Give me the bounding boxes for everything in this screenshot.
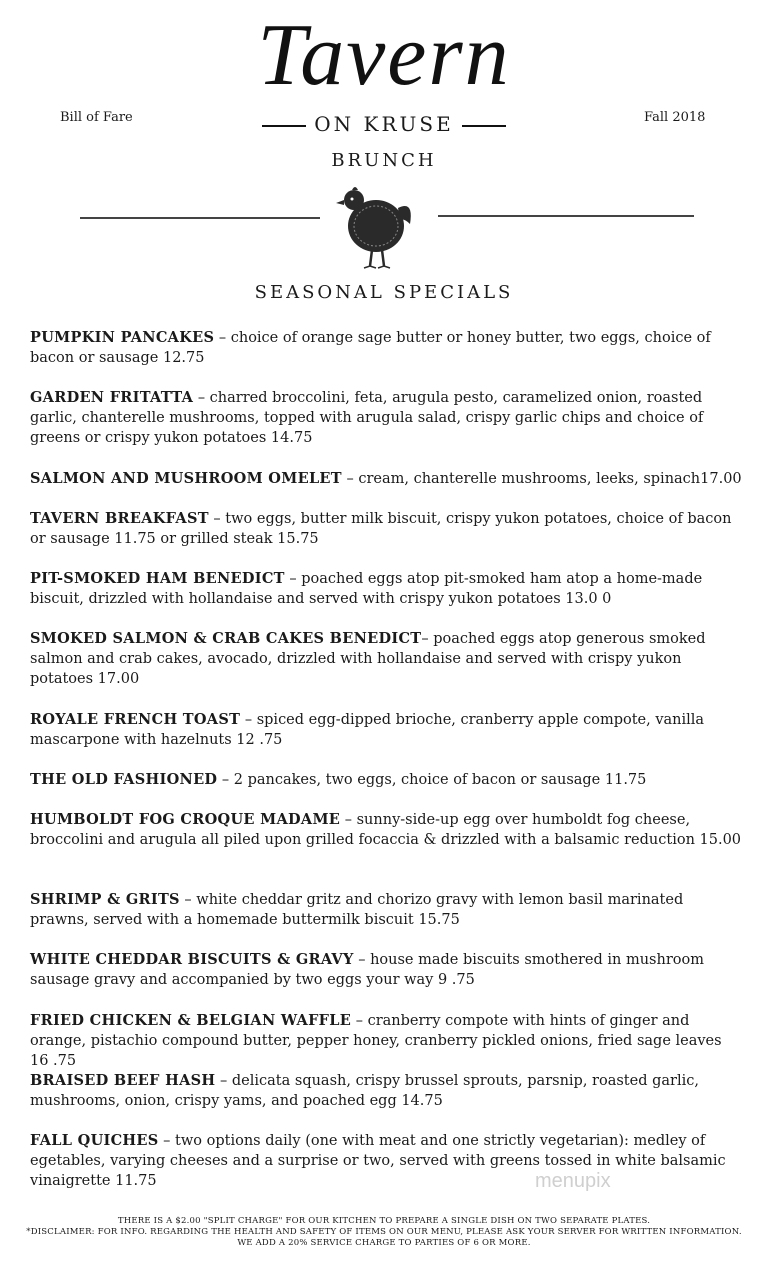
menu-item bbox=[30, 328, 742, 368]
menu-item bbox=[30, 770, 742, 790]
menu-item-description: – poached eggs atop pit-smoked ham atop a home-made biscuit, drizzled with hollandaise and served with crispy yukon potatoes 13.0 0 bbox=[30, 571, 703, 607]
menu-item-description: – delicata squash, crispy brussel sprouts, parsnip, roasted garlic, mushrooms, onion, crispy yams, and poached egg 14.75 bbox=[30, 1073, 699, 1109]
menu-item bbox=[30, 388, 742, 448]
logo-dash-right bbox=[462, 125, 506, 127]
menu-item-name: BRAISED BEEF HASH bbox=[30, 1072, 216, 1089]
logo-subtitle-text: ON KRUSE bbox=[314, 112, 454, 136]
menu-item-name: PIT-SMOKED HAM BENEDICT bbox=[30, 570, 285, 587]
hen-illustration-icon bbox=[330, 178, 420, 278]
menu-item bbox=[30, 890, 742, 930]
divider-left bbox=[80, 217, 320, 219]
bill-of-fare-label: Bill of Fare bbox=[60, 110, 133, 125]
menu-item bbox=[30, 509, 742, 549]
footer-service-charge: WE ADD A 20% SERVICE CHARGE TO PARTIES OF 6 OR MORE. bbox=[237, 1238, 531, 1248]
season-label: Fall 2018 bbox=[644, 110, 706, 125]
menu-item-name: SHRIMP & GRITS bbox=[30, 891, 180, 908]
footer-disclaimer: *DISCLAIMER: FOR INFO. REGARDING THE HEALTH AND SAFETY OF ITEMS ON OUR MENU, PLEASE ASK YOUR SERVER FOR WRITTEN INFORMATION. bbox=[26, 1227, 742, 1237]
menu-title: BRUNCH bbox=[331, 150, 437, 171]
menu-item-name: PUMPKIN PANCAKES bbox=[30, 329, 215, 346]
menu-item-name: THE OLD FASHIONED bbox=[30, 771, 218, 788]
menu-item-name: HUMBOLDT FOG CROQUE MADAME bbox=[30, 811, 341, 828]
menu-item-name: ROYALE FRENCH TOAST bbox=[30, 711, 241, 728]
menu-item bbox=[30, 629, 742, 689]
menu-item-description: – spiced egg-dipped brioche, cranberry apple compote, vanilla mascarpone with hazelnuts 12 .75 bbox=[30, 712, 705, 748]
menu-item-description: – two options daily (one with meat and one strictly vegetarian): medley of egetables, varying cheeses and a surprise or two, served with greens tossed in white balsamic vinaigrette 11.75 bbox=[30, 1133, 726, 1189]
menu-item bbox=[30, 810, 742, 850]
menu-item-description: – cranberry compote with hints of ginger and orange, pistachio compound butter, pepper honey, cranberry pickled onions, fried sage leaves 16 .75 bbox=[30, 1013, 722, 1069]
menu-item-description: – charred broccolini, feta, arugula pesto, caramelized onion, roasted garlic, chanterelle mushrooms, topped with arugula salad, crispy garlic chips and choice of greens or crispy yukon potatoes 14.75 bbox=[30, 390, 704, 446]
watermark: menupix bbox=[535, 1170, 611, 1192]
menu-item bbox=[30, 1071, 742, 1111]
menu-item-description: – cream, chanterelle mushrooms, leeks, spinach17.00 bbox=[341, 471, 742, 487]
footer-split-charge: THERE IS A $2.00 "SPLIT CHARGE" FOR OUR KITCHEN TO PREPARE A SINGLE DISH ON TWO SEPARATE PLATES. bbox=[117, 1216, 651, 1226]
divider-right bbox=[438, 215, 694, 217]
menu-item bbox=[30, 950, 742, 990]
menu-item bbox=[30, 569, 742, 609]
menu-item-description: – two eggs, butter milk biscuit, crispy yukon potatoes, choice of bacon or sausage 11.75 or grilled steak 15.75 bbox=[30, 511, 732, 547]
menu-item bbox=[30, 710, 742, 750]
logo-script-title: Tavern bbox=[257, 7, 511, 104]
menu-item-description: – house made biscuits smothered in mushroom sausage gravy and accompanied by two eggs your way 9 .75 bbox=[30, 952, 704, 988]
menu-item-description: – sunny-side-up egg over humboldt fog cheese, broccolini and arugula all piled upon grilled focaccia & drizzled with a balsamic reduction 15.00 bbox=[30, 812, 742, 848]
section-title: SEASONAL SPECIALS bbox=[254, 282, 514, 303]
menu-item-name: FALL QUICHES bbox=[30, 1132, 159, 1149]
menu-item-name: SALMON AND MUSHROOM OMELET bbox=[30, 470, 342, 487]
menu-item-name: FRIED CHICKEN & BELGIAN WAFFLE bbox=[30, 1012, 352, 1029]
menu-item-name: WHITE CHEDDAR BISCUITS & GRAVY bbox=[30, 951, 354, 968]
menu-item-description: – white cheddar gritz and chorizo gravy with lemon basil marinated prawns, served with a homemade buttermilk biscuit 15.75 bbox=[30, 892, 684, 928]
menu-item bbox=[30, 469, 742, 489]
menu-item-name: GARDEN FRITATTA bbox=[30, 389, 194, 406]
menu-item-name: TAVERN BREAKFAST bbox=[30, 510, 209, 527]
menu-item-description: – 2 pancakes, two eggs, choice of bacon or sausage 11.75 bbox=[217, 772, 647, 788]
logo-dash-left bbox=[262, 125, 306, 127]
menu-item-description: – poached eggs atop generous smoked salmon and crab cakes, avocado, drizzled with hollandaise and served with crispy yukon potatoes 17.00 bbox=[30, 631, 706, 687]
menu-item-description: – choice of orange sage butter or honey butter, two eggs, choice of bacon or sausage 12.75 bbox=[30, 330, 711, 366]
menu-item bbox=[30, 1011, 742, 1071]
menu-item bbox=[30, 1131, 742, 1191]
menu-item-name: SMOKED SALMON & CRAB CAKES BENEDICT bbox=[30, 630, 422, 647]
footer-notes bbox=[0, 1216, 768, 1249]
